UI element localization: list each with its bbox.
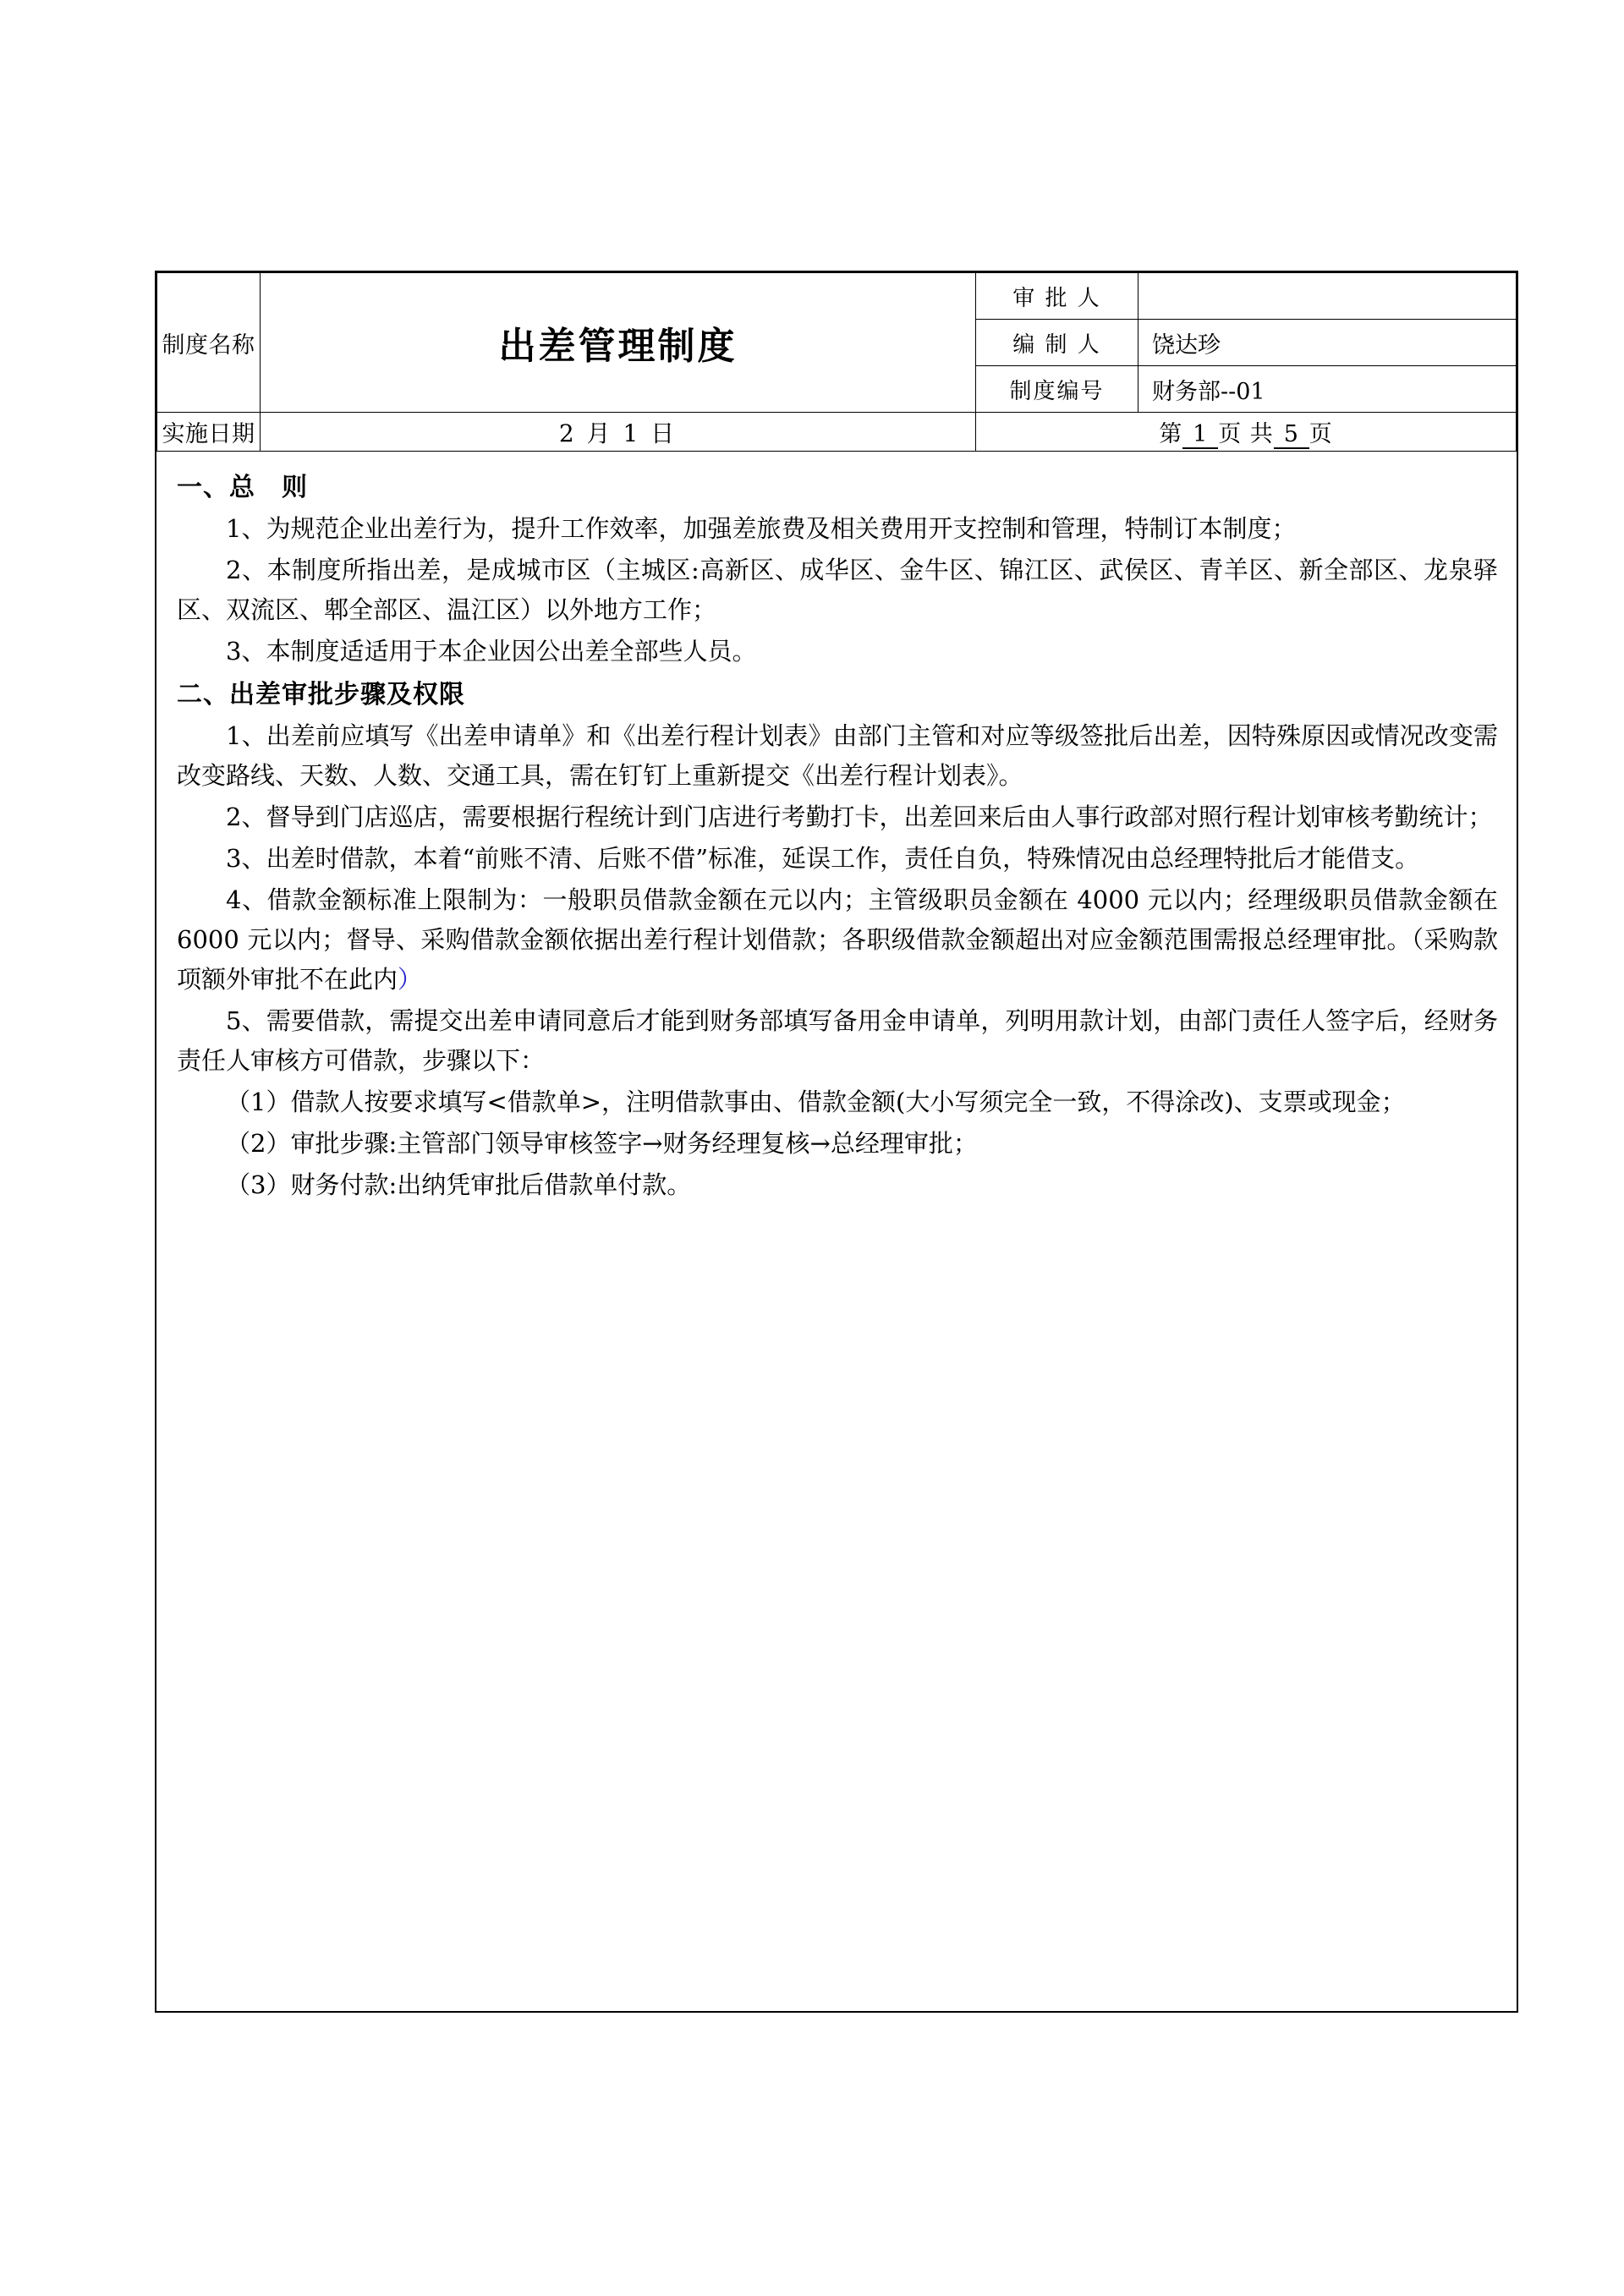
page-total: 5 (1274, 421, 1309, 449)
document-header-table (156, 272, 1517, 452)
value-author: 饶达珍 (1138, 320, 1517, 366)
section2-subitem-3: （3）财务付款:出纳凭审批后借款单付款。 (226, 1170, 692, 1199)
label-system-code: 制度编号 (976, 366, 1138, 413)
section2-subitem-1: （1）借款人按要求填写<借款单>，注明借款事由、借款金额(大小写须完全一致，不得涂改)、支票或现金； (226, 1087, 1406, 1116)
section-heading-1: 一、总 则 (177, 473, 308, 502)
section1-paragraph-3: 3、本制度适适用于本企业因公出差全部些人员。 (226, 636, 757, 666)
page-number-indicator (976, 413, 1517, 452)
document-frame (155, 271, 1518, 2013)
item4-prefix: 4、借款金额标准上限制为：一般职员借款金额在元以内；主管级职员金额在 (226, 885, 1078, 914)
page-suffix: 页 (1309, 420, 1333, 447)
document-title: 出差管理制度 (261, 273, 976, 413)
header-row-date (157, 413, 1517, 452)
item4-closing-paren: ） (398, 964, 423, 994)
section2-subitem-2: （2）审批步骤:主管部门领导审核签字→财务经理复核→总经理审批； (226, 1128, 978, 1158)
section1-paragraph-1: 1、为规范企业出差行为，提升工作效率，加强差旅费及相关费用开支控制和管理，特制订本制度； (226, 513, 1297, 543)
document-body (156, 452, 1517, 1205)
page-current: 1 (1182, 421, 1218, 449)
label-author: 编 制 人 (976, 320, 1138, 366)
header-row-approver (157, 273, 1517, 320)
section2-paragraph-1: 1、出差前应填写《出差申请单》和《出差行程计划表》由部门主管和对应等级签批后出差，因特殊原因或情况改变需改变路线、天数、人数、交通工具，需在钉钉上重新提交《出差行程计划表》。 (177, 721, 1498, 791)
item4-amount-manager: 6000 (177, 924, 239, 954)
section-heading-2: 二、出差审批步骤及权限 (177, 680, 465, 710)
value-system-code: 财务部--01 (1138, 366, 1517, 413)
page-mid: 页 共 (1218, 420, 1274, 447)
section2-paragraph-3: 3、出差时借款，本着“前账不清、后账不借”标准，延误工作，责任自负，特殊情况由总经理特批后才能借支。 (226, 843, 1420, 873)
section2-paragraph-2: 2、督导到门店巡店，需要根据行程统计到门店进行考勤打卡，出差回来后由人事行政部对照行程计划审核考勤统计； (226, 803, 1493, 831)
label-approver: 审 批 人 (976, 273, 1138, 320)
item4-suffix: 元以内；督导、采购借款金额依据出差行程计划借款；各职级借款金额超出对应金额范围需报总经理审批。（采购款项额外审批不在此内 (177, 924, 1498, 994)
value-effective-date: 2 月 1 日 (261, 413, 976, 452)
section2-paragraph-4 (177, 880, 1498, 1000)
value-approver (1138, 273, 1517, 320)
label-effective-date: 实施日期 (157, 413, 261, 452)
section2-paragraph-5: 5、需要借款，需提交出差申请同意后才能到财务部填写备用金申请单，列明用款计划，由部门责任人签字后，经财务责任人审核方可借款，步骤以下： (177, 1006, 1498, 1075)
label-system-name: 制度名称 (157, 273, 261, 413)
item4-mid: 元以内；经理级职员借款金额在 (1139, 885, 1498, 914)
section1-paragraph-2: 2、本制度所指出差，是成城市区（主城区:高新区、成华区、金牛区、锦江区、武侯区、青羊区、新全部区、龙泉驿区、双流区、郫全部区、温江区）以外地方工作； (177, 555, 1498, 624)
page-prefix: 第 (1159, 420, 1183, 447)
item4-amount-supervisor: 4000 (1077, 885, 1140, 914)
